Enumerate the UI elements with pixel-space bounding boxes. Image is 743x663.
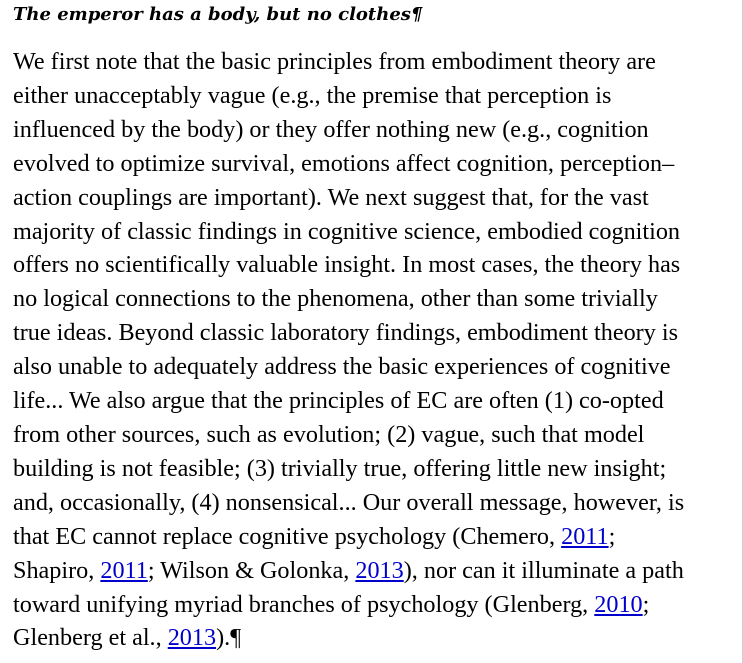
line-17-text-end: ; [642,590,650,618]
pilcrow-mark-icon: ¶ [230,624,242,652]
paragraph-line-7: offers no scientifically valuable insight. In most cases, the theory has [13,251,681,279]
paragraph-line-11: life... We also argue that the principles of EC are often (1) co-opted [13,387,664,415]
paragraph-line-13: building is not feasible; (3) trivially true, offering little new insight; [13,454,667,482]
paragraph-line-1: We first note that the basic principles from embodiment theory are [13,48,656,75]
pilcrow-mark-icon: ¶ [410,4,423,25]
citation-link-chemero-2011[interactable]: 2011 [561,522,609,550]
paragraph-line-6: majority of classic findings in cognitive science, embodied cognition [13,217,681,245]
quote-paragraph [13,45,735,655]
section-heading [13,2,422,28]
line-15-text-end: ; [608,522,616,550]
citation-link-glenberg-2010[interactable]: 2010 [594,590,643,618]
heading-text: The emperor has a body, but no clothes [13,4,411,25]
line-18-text-end: ). [216,624,231,652]
paragraph-line-10: also unable to adequately address the basic experiences of cognitive [13,353,671,381]
paragraph-line-16 [13,554,735,588]
citation-link-wilson-golonka-2013[interactable]: 2013 [355,556,404,584]
paragraph-line-4: evolved to optimize survival, emotions affect cognition, perception– [13,149,675,177]
citation-link-shapiro-2011[interactable]: 2011 [100,556,148,584]
line-16-text-3: ), nor can it illuminate a path [403,556,684,584]
paragraph-line-17 [13,588,735,622]
paragraph-line-12: from other sources, such as evolution; (2) vague, such that model [13,420,645,448]
paragraph-line-14: and, occasionally, (4) nonsensical... Our overall message, however, is [13,488,685,516]
line-16-text-2: ; Wilson & Golonka, [147,556,356,584]
paragraph-line-18 [13,621,735,655]
paragraph-line-2: either unacceptably vague (e.g., the premise that perception is [13,81,612,109]
paragraph-line-9: true ideas. Beyond classic laboratory findings, embodiment theory is [13,319,679,347]
line-16-text-1: Shapiro, [13,556,101,584]
paragraph-line-5: action couplings are important). We next suggest that, for the vast [13,183,649,211]
paragraph-line-8: no logical connections to the phenomena, other than some trivially [13,285,658,313]
paragraph-line-15 [13,520,735,554]
line-17-text-start: toward unifying myriad branches of psychology (Glenberg, [13,590,595,618]
citation-link-glenberg-et-al-2013[interactable]: 2013 [167,624,217,652]
line-18-text-start: Glenberg et al., [13,624,168,652]
paragraph-line-3: influenced by the body) or they offer nothing new (e.g., cognition [13,115,649,143]
line-15-text-start: that EC cannot replace cognitive psychology (Chemero, [13,522,562,550]
